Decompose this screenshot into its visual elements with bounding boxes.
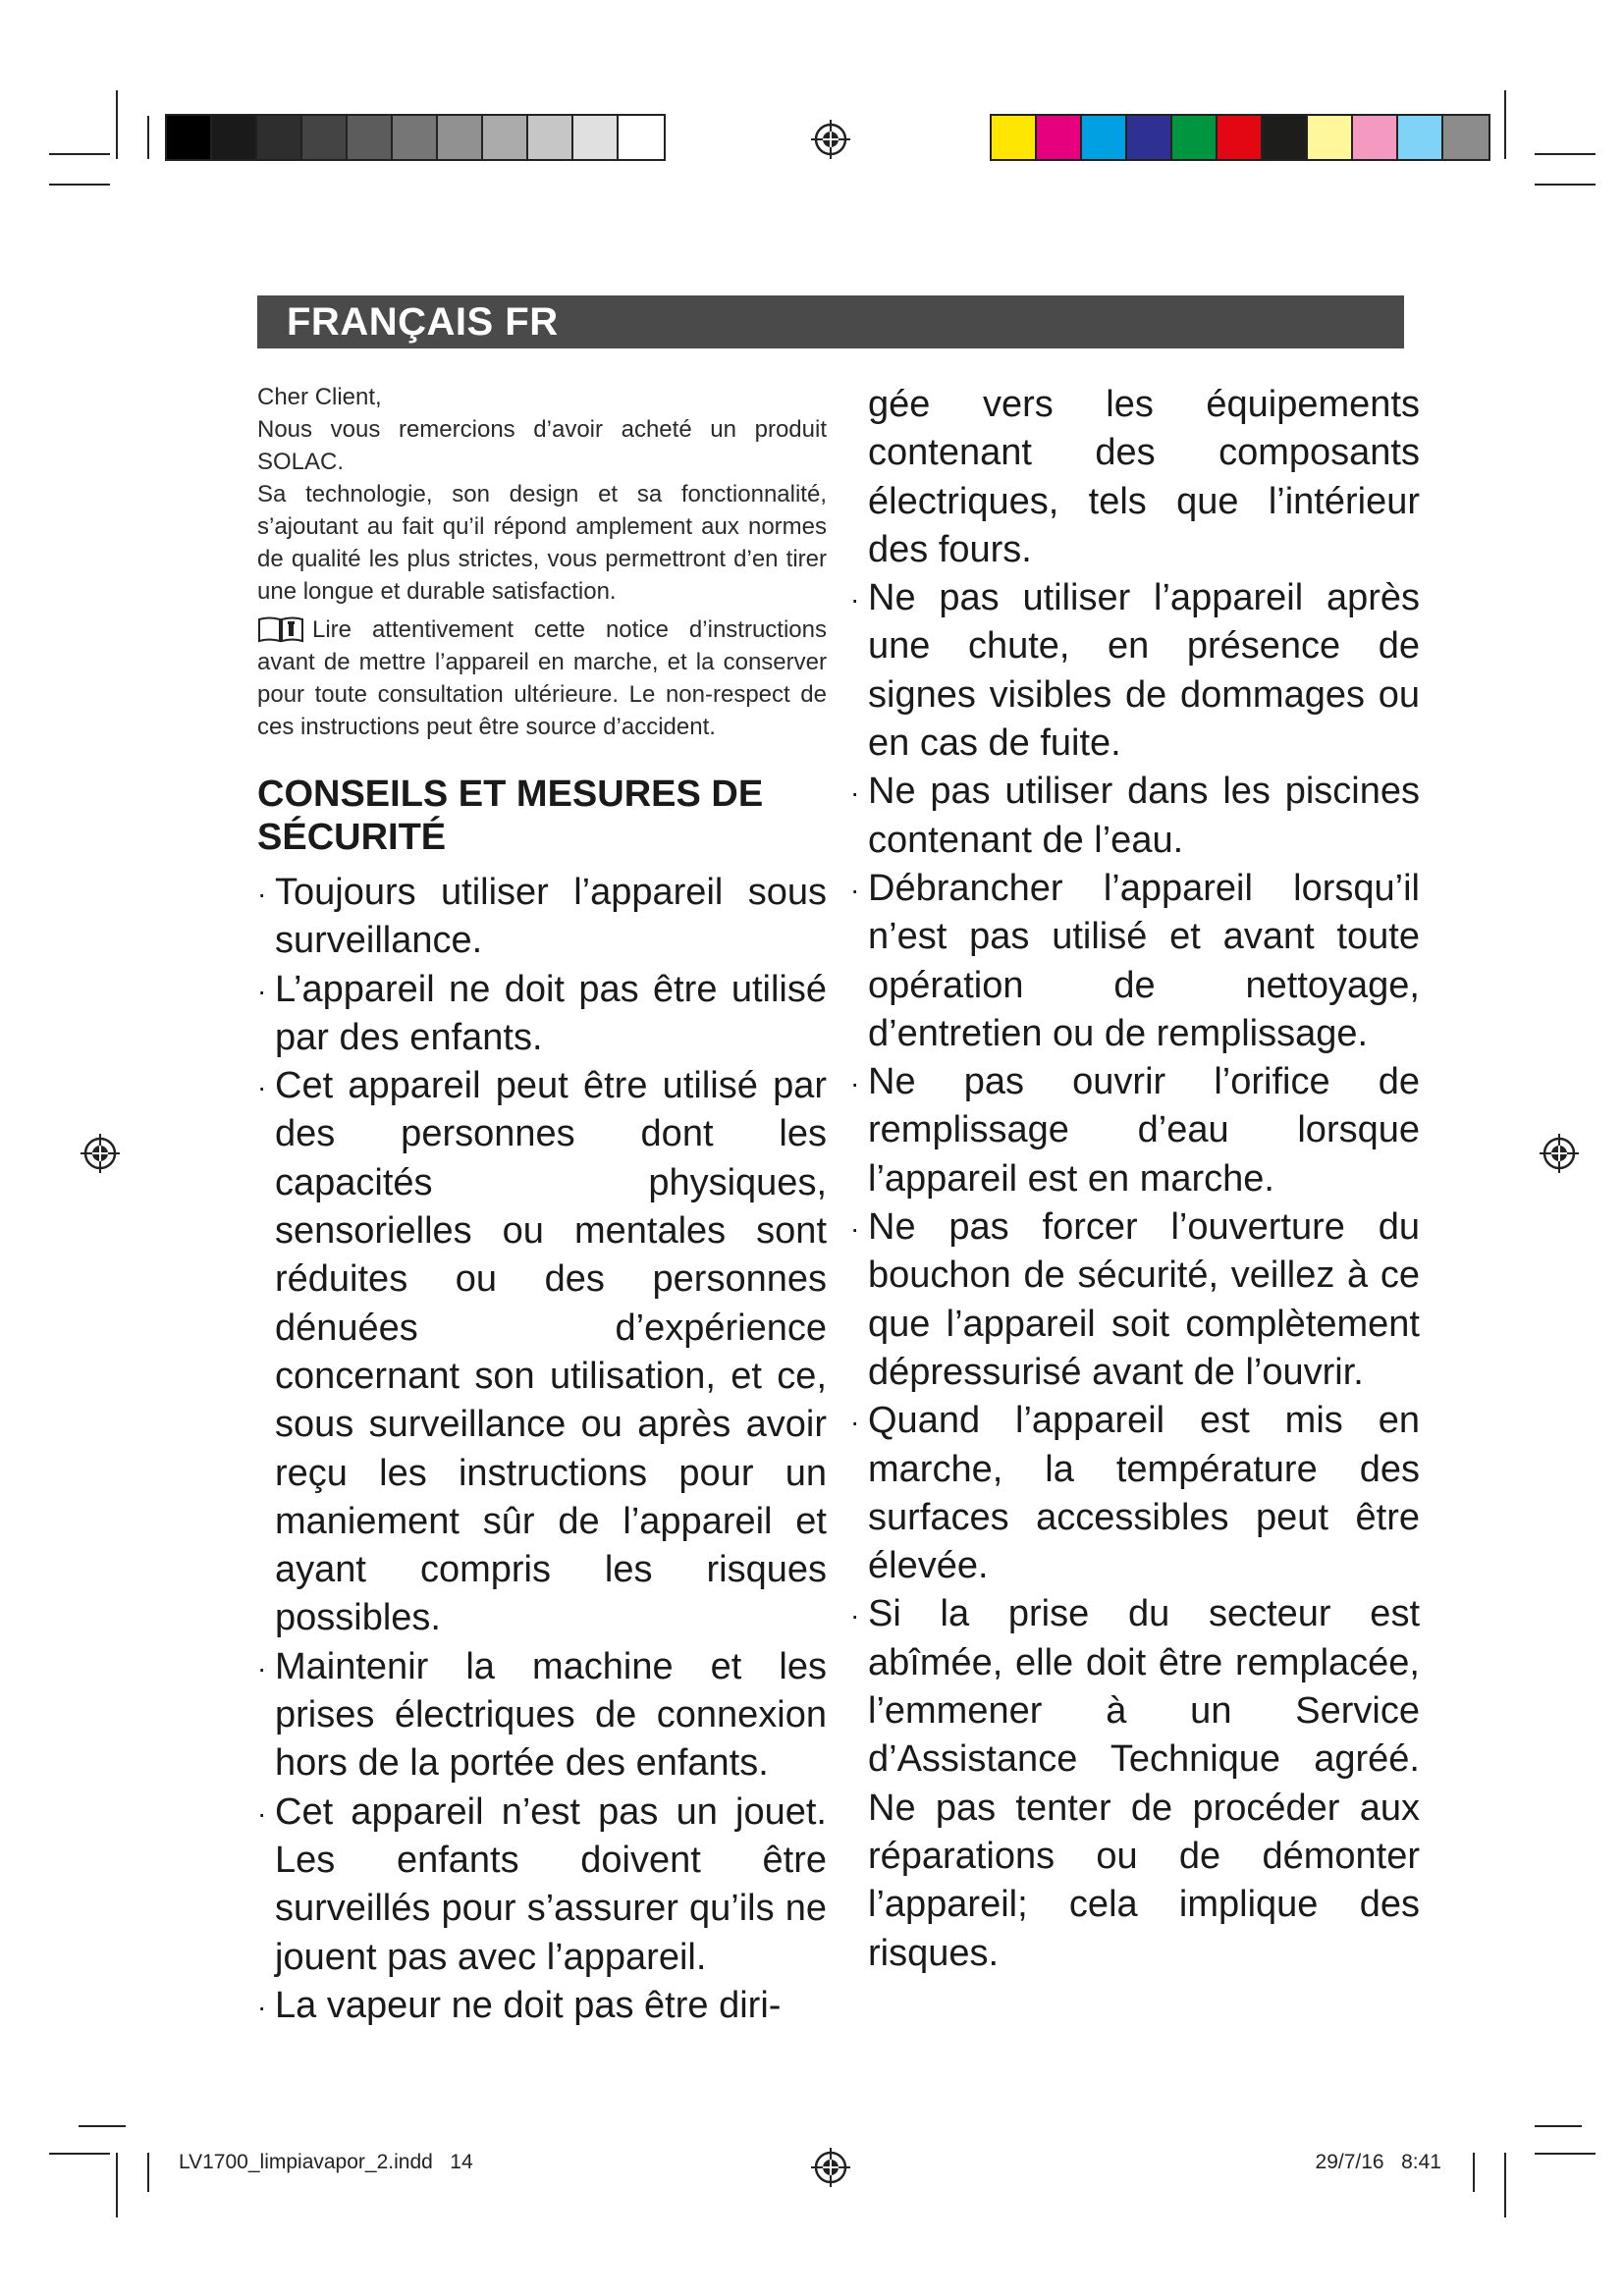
color-swatch	[167, 116, 212, 159]
footer-date-time: 29/7/16 8:41	[1315, 2151, 1441, 2173]
crop-mark	[147, 116, 149, 159]
list-item: · L’appareil ne doit pas être utilisé par des enfants.	[257, 966, 827, 1063]
right-column	[850, 381, 1420, 1978]
color-swatch	[573, 116, 619, 159]
color-swatch	[1218, 116, 1263, 159]
color-swatch	[483, 116, 528, 159]
registration-mark-icon	[811, 120, 850, 159]
list-item: · Ne pas ouvrir l’orifice de remplissage d’eau lorsque l’appareil est en marche.	[850, 1058, 1420, 1203]
list-item: · Débrancher l’appareil lorsqu’il n’est pas utilisé et avant toute opération de nettoyage, d’entretien ou de remplissage.	[850, 865, 1420, 1058]
color-swatch	[393, 116, 438, 159]
intro-paragraph: Sa technologie, son design et sa fonctionnalité, s’ajoutant au fait qu’il répond amplement aux normes de qualité les plus strictes, vous permettront d’en tirer une longue et durable satisfaction.	[257, 481, 827, 605]
color-swatch	[1037, 116, 1082, 159]
intro-text	[257, 381, 827, 743]
section-title: CONSEILS ET MESURES DE SÉCURITÉ	[257, 774, 764, 858]
crop-mark	[1535, 2125, 1582, 2127]
list-item: · Ne pas utiliser dans les piscines contenant de l’eau.	[850, 768, 1420, 865]
registration-mark-icon	[81, 1134, 120, 1173]
crop-mark	[1535, 184, 1596, 186]
crop-mark	[49, 2153, 110, 2155]
color-swatch	[348, 116, 393, 159]
crop-mark	[1473, 2153, 1475, 2192]
color-swatch	[1263, 116, 1308, 159]
instruction-note-text: Lire attentivement cette notice d’instructions avant de mettre l’appareil en marche, et la conserver pour toute consultation ultérieure. Le non-respect de ces instructions peut être source d’accident.	[257, 616, 827, 740]
footer-file-name: LV1700_limpiavapor_2.indd 14	[179, 2151, 473, 2173]
grayscale-color-bar	[165, 114, 666, 161]
crop-mark	[1504, 90, 1506, 159]
safety-list-left	[257, 869, 827, 2030]
color-swatch	[257, 116, 302, 159]
greeting: Cher Client,	[257, 384, 382, 410]
list-item: · Ne pas forcer l’ouverture du bouchon de sécurité, veillez à ce que l’appareil soit complètement dépressurisé avant de l’ouvrir.	[850, 1203, 1420, 1397]
list-item: · Maintenir la machine et les prises électriques de connexion hors de la portée des enfants.	[257, 1643, 827, 1789]
list-item: · La vapeur ne doit pas être diri-	[257, 1982, 827, 2030]
color-swatch	[1398, 116, 1443, 159]
crop-mark	[49, 153, 110, 155]
crop-mark	[79, 2125, 126, 2127]
registration-mark-icon	[1540, 1134, 1579, 1173]
list-item: · Cet appareil n’est pas un jouet. Les enfants doivent être surveillés pour s’assurer qu’ils ne jouent pas avec l’appareil.	[257, 1789, 827, 1982]
crop-mark	[147, 2153, 149, 2192]
crop-mark	[1535, 2153, 1596, 2155]
color-swatch	[1308, 116, 1353, 159]
color-swatch	[992, 116, 1037, 159]
crop-mark	[116, 90, 118, 159]
list-item: · Cet appareil peut être utilisé par des personnes dont les capacités physiques, sensorielles ou mentales sont réduites ou des personnes dénuées d’expérience concernant son utilisation, et ce, sous surveillance ou après avoir reçu les instructions pour un maniement sûr de l’appareil et ayant compris les risques possibles.	[257, 1062, 827, 1643]
color-swatch	[1082, 116, 1127, 159]
color-swatch	[1127, 116, 1172, 159]
instruction-note	[257, 614, 827, 743]
registration-mark-icon	[811, 2148, 850, 2187]
intro-paragraph: Nous vous remercions d’avoir acheté un produit SOLAC.	[257, 416, 827, 475]
list-item-continuation: gée vers les équipements contenant des composants électriques, tels que l’intérieur des fours.	[868, 384, 1420, 570]
list-item: · Ne pas utiliser l’appareil après une chute, en présence de signes visibles de dommages ou en cas de fuite.	[850, 574, 1420, 768]
list-item: · Si la prise du secteur est abîmée, elle doit être remplacée, l’emmener à un Service d’Assistance Technique agréé. Ne pas tenter de procéder aux réparations ou de démonter l’appareil; cela implique des risques.	[850, 1590, 1420, 1977]
safety-list-right	[850, 381, 1420, 1978]
color-swatch	[1353, 116, 1398, 159]
read-manual-icon	[257, 615, 304, 643]
list-item: · Quand l’appareil est mis en marche, la température des surfaces accessibles peut être élevée.	[850, 1397, 1420, 1590]
color-swatch	[619, 116, 664, 159]
left-column	[257, 381, 827, 2030]
list-item: · Toujours utiliser l’appareil sous surveillance.	[257, 869, 827, 966]
crop-mark	[116, 2153, 118, 2217]
crop-mark	[49, 184, 110, 186]
color-swatch	[1443, 116, 1489, 159]
process-color-bar	[990, 114, 1490, 161]
crop-mark	[1535, 153, 1596, 155]
color-swatch	[438, 116, 483, 159]
crop-mark	[1504, 2153, 1506, 2217]
color-swatch	[302, 116, 348, 159]
language-header: FRANÇAIS FR	[257, 295, 1404, 348]
color-swatch	[528, 116, 573, 159]
color-swatch	[1172, 116, 1218, 159]
color-swatch	[212, 116, 257, 159]
